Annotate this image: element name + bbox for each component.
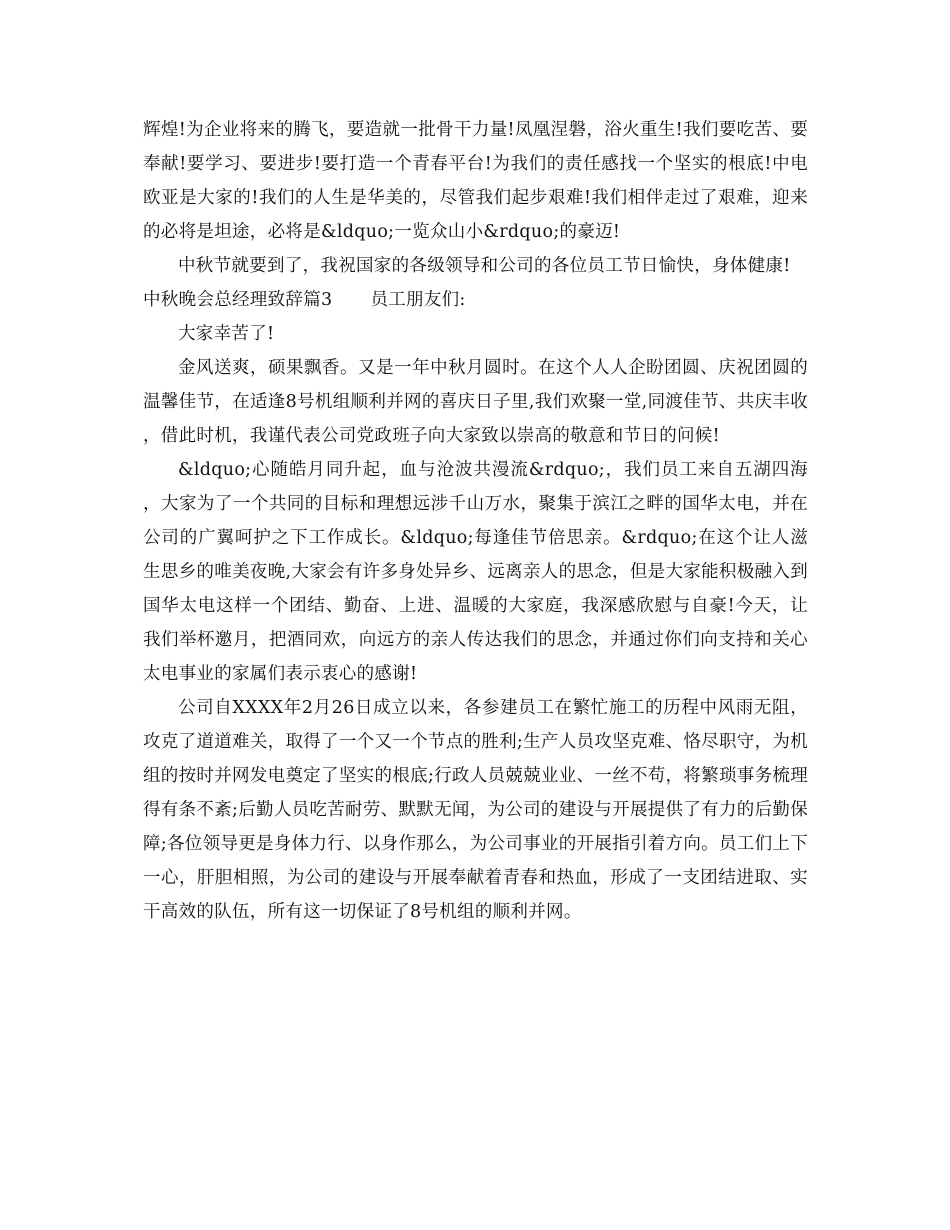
- section-title: 中秋晚会总经理致辞篇3: [143, 290, 333, 310]
- section-heading-line: [143, 283, 808, 317]
- paragraph-mid-autumn-wish: 中秋节就要到了，我祝国家的各级领导和公司的各位员工节日愉快，身体健康!: [178, 256, 791, 276]
- document-body: [143, 113, 808, 929]
- paragraph-festival-greeting: 金风送爽，硕果飘香。又是一年中秋月圆时。在这个人人企盼团圆、庆祝团圆的温馨佳节，在适逢8号机组顺利并网的喜庆日子里,我们欢聚一堂,同渡佳节、共庆丰收，借此时机，我谨代表公司党政班子向大家致以崇高的敬意和节日的问候!: [143, 358, 808, 446]
- salutation: 员工朋友们:: [370, 290, 466, 310]
- paragraph-thanks: 大家幸苦了!: [178, 324, 275, 344]
- paragraph-continued: 辉煌!为企业将来的腾飞，要造就一批骨干力量!凤凰涅磐，浴火重生!我们要吃苦、要奉献!要学习、要进步!要打造一个青春平台!为我们的责任感找一个坚实的根底!中电欧亚是大家的!我们的人生是华美的，尽管我们起步艰难!我们相伴走过了艰难，迎来的必将是坦途，必将是&ldquo;一览众山小&rdquo;的豪迈!: [143, 120, 808, 242]
- paragraph-company-history: 公司自XXXX年2月26日成立以来，各参建员工在繁忙施工的历程中风雨无阻，攻克了道道难关，取得了一个又一个节点的胜利;生产人员攻坚克难、恪尽职守，为机组的按时并网发电奠定了坚实的根底;行政人员兢兢业业、一丝不苟，将繁琐事务梳理得有条不紊;后勤人员吃苦耐劳、默默无闻，为公司的建设与开展提供了有力的后勤保障;各位领导更是身体力行、以身作那么，为公司事业的开展指引着方向。员工们上下一心，肝胆相照，为公司的建设与开展奉献着青春和热血，形成了一支团结进取、实干高效的队伍，所有这一切保证了8号机组的顺利并网。: [143, 698, 808, 922]
- paragraph-homesickness: &ldquo;心随皓月同升起，血与沧波共漫流&rdquo;，我们员工来自五湖四海，大家为了一个共同的目标和理想远涉千山万水，聚集于滨江之畔的国华太电，并在公司的广翼呵护之下工作成长。&ldquo;每逢佳节倍思亲。&rdquo;在这个让人滋生思乡的唯美夜晚,大家会有许多身处异乡、远离亲人的思念，但是大家能积极融入到国华太电这样一个团结、勤奋、上进、温暖的大家庭，我深感欣慰与自豪!今天，让我们举杯邀月，把酒同欢，向远方的亲人传达我们的思念，并通过你们向支持和关心太电事业的家属们表示衷心的感谢!: [143, 460, 808, 684]
